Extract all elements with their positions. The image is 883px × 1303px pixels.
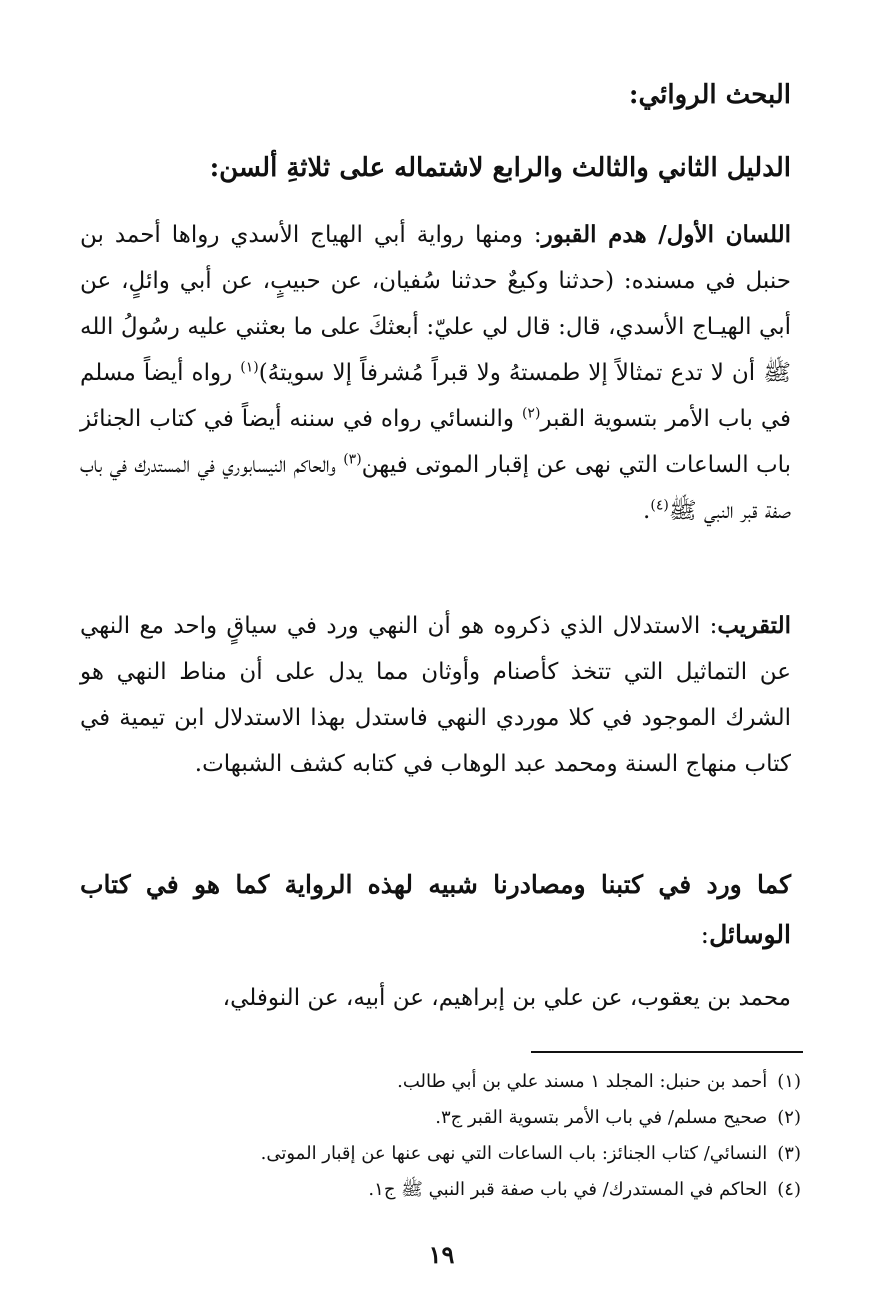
paragraph-text: كما ورد في كتبنا ومصادرنا شبيه لهذه الرواية كما هو في كتاب الوسائل (80, 870, 791, 949)
footnote-number: (١) (777, 1071, 801, 1092)
paragraph-text: : الاستدلال الذي ذكروه هو أن النهي ورد في سياقٍ واحد مع النهي عن التماثيل التي تتخذ كأصنام وأوثان مما يدل على أن مناط النهي هو الشرك الموجود في كلا موردي النهي فاستدل بهذا الاستدلال ابن تيمية في كتاب منهاج السنة ومحمد عبد الوهاب في كتابه كشف الشبهات. (80, 613, 791, 777)
footnote-number: (٢) (777, 1107, 801, 1128)
footnote-number: (٣) (777, 1143, 801, 1164)
taqrib-lead: التقريب (717, 612, 791, 639)
wasail-paragraph (80, 860, 791, 960)
first-tongue-paragraph (80, 212, 791, 534)
footnote-ref-1[interactable]: (١) (240, 359, 259, 376)
paragraph-text: . (643, 498, 651, 524)
paragraph-text: رواه أيضاً مسلم في باب الأمر بتسوية القبر (80, 360, 791, 432)
footnote-ref-3[interactable]: (٣) (343, 451, 362, 468)
footnote-item (80, 1064, 801, 1100)
footnote-ref-4[interactable]: (٤) (650, 497, 669, 514)
footnote-item (80, 1100, 801, 1136)
footnote-text: النسائي/ كتاب الجنائز: باب الساعات التي نهى عنها عن إقبار الموتى. (260, 1143, 768, 1164)
paragraph-text: : ومنها رواية أبي الهياج الأسدي رواها أحمد بن حنبل في مسنده: (حدثنا وكيعٌ حدثنا سُفيان، عن حبيبٍ، عن أبي وائلٍ، عن أبي الهيـاج الأسدي، قال: قال لي عليّ: أبعثكَ على ما بعثني عليه رسُولُ الله ﷺ أن لا تدع تمثالاً إلا طمستهُ ولا قبراً مُشرفاً إلا سويتهُ) (80, 222, 792, 386)
taqrib-paragraph (80, 603, 791, 787)
paragraph-text: والنسائي رواه في سننه أيضاً في كتاب الجنائز باب الساعات التي نهى عن إقبار الموتى فيهن (80, 406, 792, 478)
footnote-text: صحيح مسلم/ في باب الأمر بتسوية القبر ج٣. (435, 1107, 768, 1128)
footnote-item (80, 1136, 801, 1172)
footnote-text: الحاكم في المستدرك/ في باب صفة قبر النبي ﷺ ج١. (368, 1179, 768, 1200)
isnad-paragraph: محمد بن يعقوب، عن علي بن إبراهيم، عن أبيه، عن النوفلي، (222, 985, 791, 1011)
page-number: ١٩ (428, 1240, 455, 1269)
footnote-item (80, 1172, 801, 1208)
colon: : (700, 920, 710, 949)
evidence-heading: الدليل الثاني والثالث والرابع لاشتماله على ثلاثةِ ألسن: (209, 153, 791, 183)
footnote-number: (٤) (777, 1179, 801, 1200)
section-heading: البحث الروائي: (628, 80, 791, 110)
footnote-ref-2[interactable]: (٢) (521, 405, 541, 422)
footnote-divider (531, 1051, 803, 1053)
footnotes-list (80, 1064, 801, 1208)
paragraph-text: والحاكم النيسابوري في المستدرك في باب صفة قبر النبي ﷺ (80, 452, 791, 524)
footnote-text: أحمد بن حنبل: المجلد ١ مسند علي بن أبي طالب. (397, 1071, 768, 1092)
first-tongue-lead: اللسان الأول/ هدم القبور (541, 221, 791, 248)
